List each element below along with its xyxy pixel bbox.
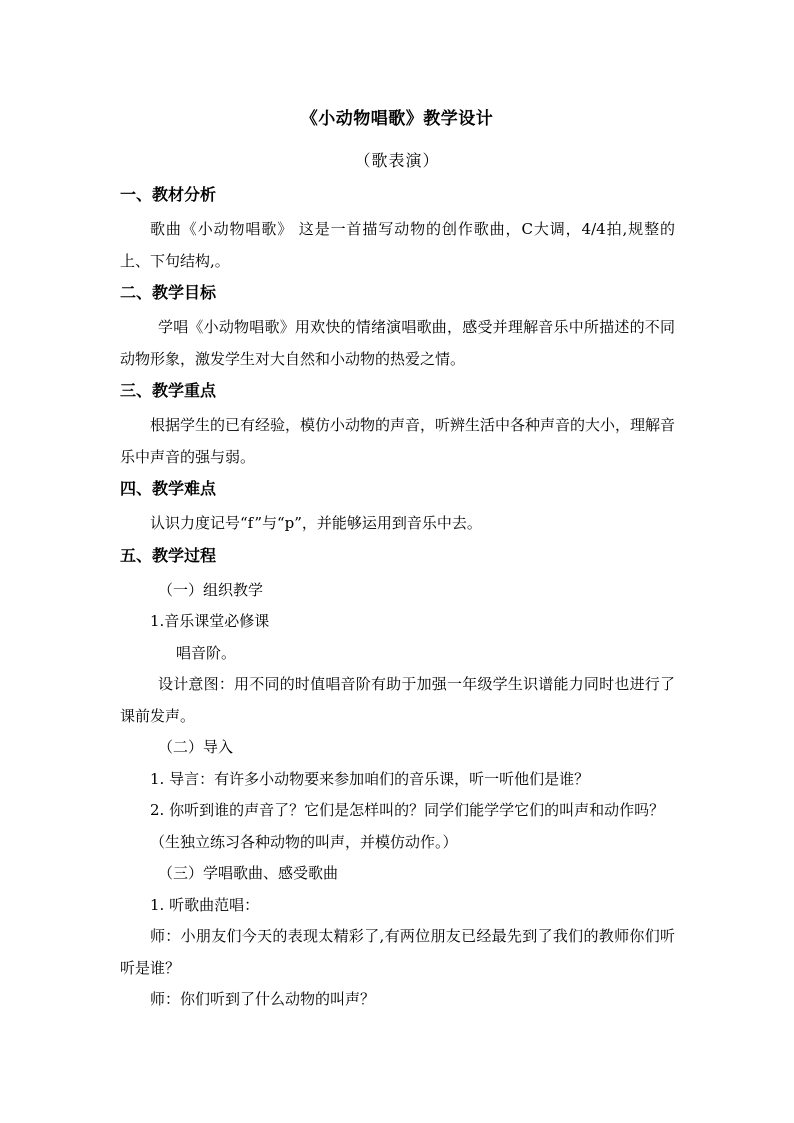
process-part-organize: （一）组织教学 (158, 580, 264, 599)
process-item-intro-speech: 1. 导言：有许多小动物要来参加咱们的音乐课，听一听他们是谁？ (150, 769, 590, 788)
process-item-student-practice: （生独立练习各种动物的叫声，并模仿动作。） (150, 832, 458, 851)
section-paragraph-materials: 歌曲《小动物唱歌》 这是一首描写动物的创作歌曲，C大调，4/4拍,规整的上、下句结构,。 (120, 220, 675, 270)
section-heading-materials: 一、教材分析 (120, 185, 217, 204)
process-item-required-course: 1.音乐课堂必修课 (150, 612, 270, 630)
section-paragraph-goals: 学唱《小动物唱歌》用欢快的情绪演唱歌曲，感受并理解音乐中所描述的不同动物形象，激发学生对大自然和小动物的热爱之情。 (120, 318, 675, 368)
process-item-sing-scale: 唱音阶。 (176, 643, 237, 662)
section-paragraph-key-points: 根据学生的已有经验，模仿小动物的声音，听辨生活中各种声音的大小，理解音乐中声音的强与弱。 (120, 416, 676, 466)
process-teacher-line-1: 师：小朋友们今天的表现太精彩了,有两位朋友已经最先到了我们的教师你们听听是谁？ (120, 927, 675, 977)
process-teacher-line-2: 师：你们听到了什么动物的叫声？ (150, 990, 376, 1008)
process-item-listen-demo: 1. 听歌曲范唱： (150, 895, 260, 914)
document-subtitle: （歌表演） (354, 151, 440, 170)
process-design-intent: 设计意图：用不同的时值唱音阶有助于加强一年级学生识谱能力同时也进行了课前发声。 (120, 675, 675, 725)
section-heading-goals: 二、教学目标 (120, 283, 217, 302)
document-title: 《小动物唱歌》教学设计 (300, 109, 494, 129)
section-heading-difficulties: 四、教学难点 (120, 479, 217, 498)
process-item-intro-question: 2. 你听到谁的声音了？它们是怎样叫的？同学们能学学它们的叫声和动作吗？ (150, 801, 665, 819)
document-body (120, 183, 675, 1016)
section-heading-process: 五、教学过程 (120, 545, 217, 565)
process-part-introduction: （二）导入 (158, 738, 234, 756)
section-heading-key-points: 三、教学重点 (120, 381, 217, 400)
process-part-learn-song: （三）学唱歌曲、感受歌曲 (158, 864, 339, 882)
section-paragraph-difficulties: 认识力度记号“f”与“p”，并能够运用到音乐中去。 (150, 514, 482, 532)
